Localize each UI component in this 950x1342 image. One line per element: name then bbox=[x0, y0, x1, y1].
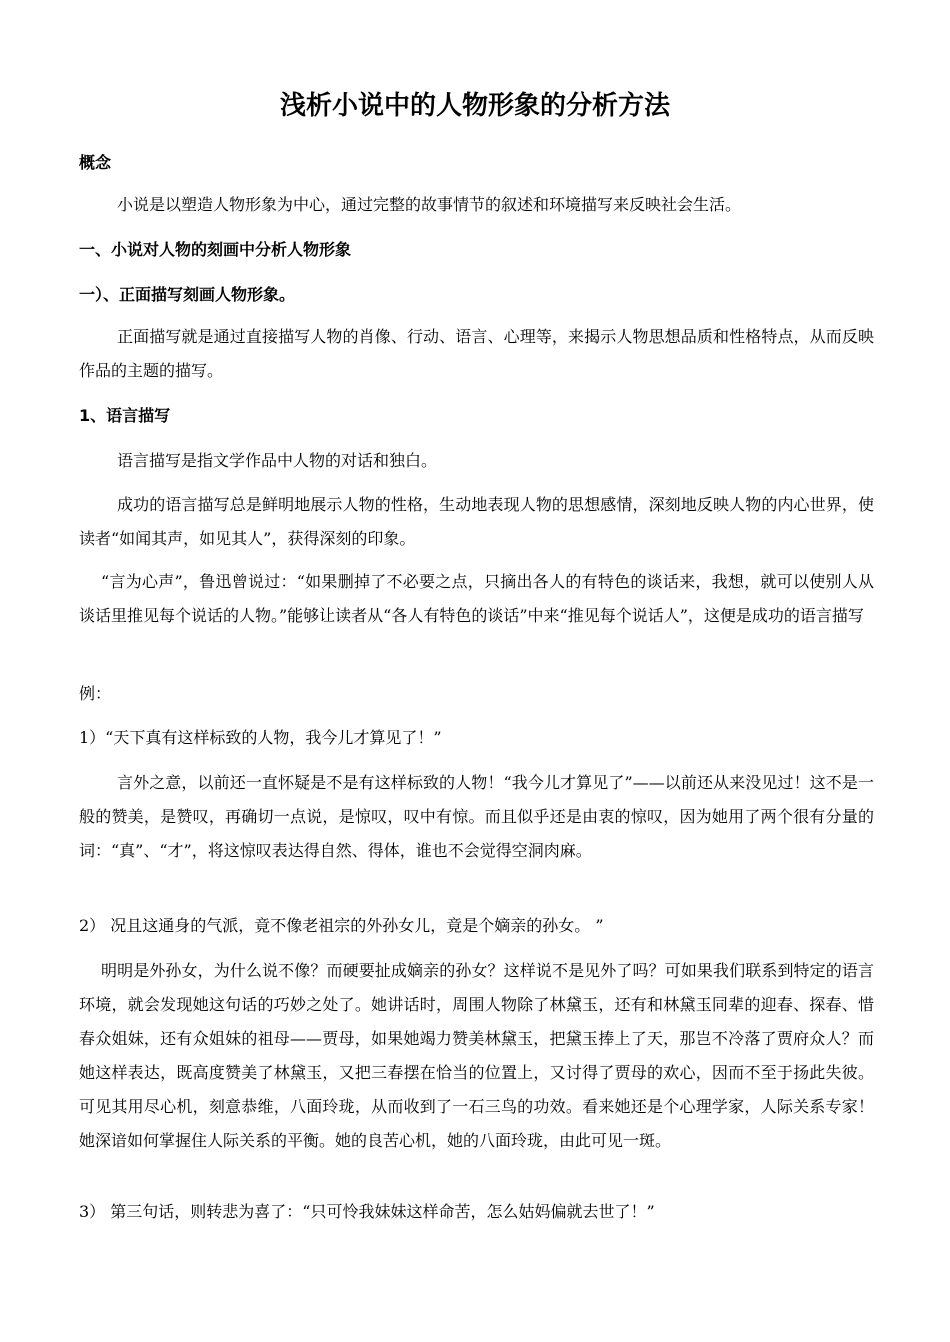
definition-paragraph: 语言描写是指文学作品中人物的对话和独白。 bbox=[117, 451, 438, 470]
section-heading: 一、小说对人物的刻画中分析人物形象 bbox=[79, 240, 352, 259]
body-paragraph: “言为心声”，鲁迅曾说过：“如果删掉了不必要之点，只摘出各人的有特色的谈话来，我想，就可以使别人从谈话里推见每个说话的人物。”能够让读者从“各人有特色的谈话”中来“推见每个说话人”，这便是成功的语言描写 bbox=[79, 572, 874, 625]
example-analysis: 明明是外孙女，为什么说不像？而硬要扯成嫡亲的孙女？这样说不是见外了吗？可如果我们联系到特定的语言环境，就会发现她这句话的巧妙之处了。她讲话时，周围人物除了林黛玉，还有和林黛玉同辈的迎春、探春、惜春众姐妹，还有众姐妹的祖母——贾母，如果她竭力赞美林黛玉，把黛玉捧上了天，那岂不冷落了贾府众人？而她这样表达，既高度赞美了林黛玉，又把三春摆在恰当的位置上，又讨得了贾母的欢心，因而不至于扬此失彼。可见其用尽心机，刻意恭维，八面玲珑，从而收到了一石三鸟的功效。看来她还是个心理学家，人际关系专家！她深谙如何掌握住人际关系的平衡。她的良苦心机，她的八面玲珑，由此可见一斑。 bbox=[79, 961, 874, 1150]
example-quote: 1）“天下真有这样标致的人物，我今儿才算见了！” bbox=[79, 728, 442, 747]
subsection-heading: 一）、正面描写刻画人物形象。 bbox=[79, 285, 296, 304]
example-analysis: 言外之意，以前还一直怀疑是不是有这样标致的人物！“我今儿才算见了”——以前还从来没见过！这不是一般的赞美，是赞叹，再确切一点说，是惊叹，叹中有惊。而且似乎还是由衷的惊叹，因为她用了两个很有分量的词：“真”、“才”，将这惊叹表达得自然、得体，谁也不会觉得空洞肉麻。 bbox=[79, 773, 874, 860]
body-paragraph: 成功的语言描写总是鲜明地展示人物的性格，生动地表现人物的思想感情，深刻地反映人物的内心世界，使读者“如闻其声，如见其人”，获得深刻的印象。 bbox=[79, 495, 874, 548]
concept-heading: 概念 bbox=[79, 153, 112, 172]
subsection-paragraph: 正面描写就是通过直接描写人物的肖像、行动、语言、心理等，来揭示人物思想品质和性格特点，从而反映作品的主题的描写。 bbox=[79, 327, 874, 380]
example-quote: 3） 第三句话，则转悲为喜了：“只可怜我妹妹这样命苦，怎么姑妈偏就去世了！” bbox=[79, 1202, 655, 1221]
concept-paragraph: 小说是以塑造人物形象为中心，通过完整的故事情节的叙述和环境描写来反映社会生活。 bbox=[117, 195, 742, 214]
document-title: 浅析小说中的人物形象的分析方法 bbox=[279, 91, 670, 121]
point-heading: 1、语言描写 bbox=[79, 406, 171, 425]
example-label: 例： bbox=[79, 684, 112, 703]
example-quote: 2） 况且这通身的气派，竟不像老祖宗的外孙女儿，竟是个嫡亲的孙女。 ” bbox=[79, 916, 604, 935]
